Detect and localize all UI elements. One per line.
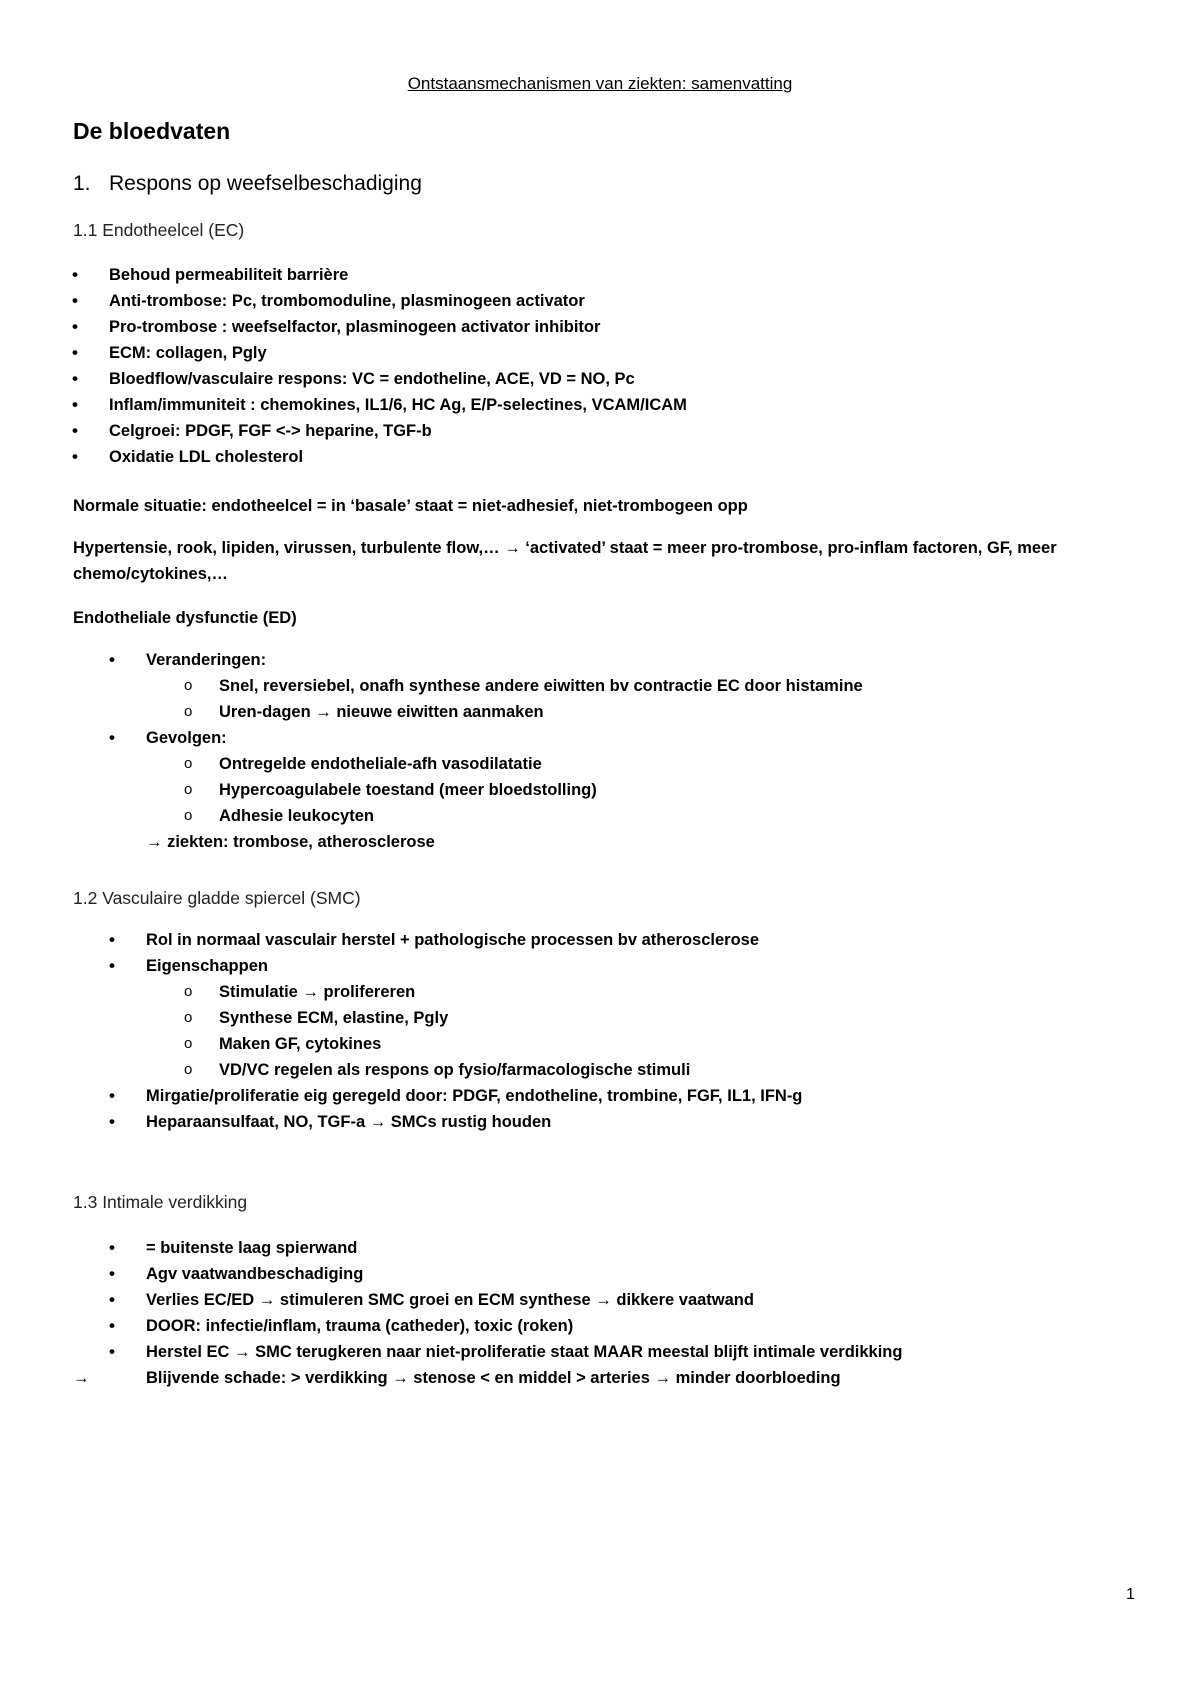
- smc-list: [0, 927, 802, 1135]
- ed-heading: Endotheliale dysfunctie (ED): [73, 609, 297, 627]
- list-item: • ECM: collagen, Pgly: [0, 340, 687, 366]
- endothelial-functions-list: [0, 262, 687, 470]
- list-item: • Oxidatie LDL cholesterol: [0, 444, 687, 470]
- hypertension-paragraph: Hypertensie, rook, lipiden, virussen, turbulente flow,… → ‘activated’ staat = meer pro-trombose, pro-inflam factoren, GF, meer chemo/cytokines,…: [73, 539, 1057, 583]
- sub-list-item: o Uren-dagen → nieuwe eiwitten aanmaken: [0, 699, 863, 725]
- list-item-effects: • Gevolgen:: [0, 725, 863, 751]
- list-item: • Anti-trombose: Pc, trombomoduline, plasminogeen activator: [0, 288, 687, 314]
- sub-list-item: o VD/VC regelen als respons op fysio/farmacologische stimuli: [0, 1057, 802, 1083]
- list-item: • Rol in normaal vasculair herstel + pathologische processen bv atherosclerose: [0, 927, 802, 953]
- list-item: • Behoud permeabiliteit barrière: [0, 262, 687, 288]
- section-heading: De bloedvaten: [73, 118, 231, 144]
- subsection-heading-1-2: 1.2 Vasculaire gladde spiercel (SMC): [73, 888, 361, 908]
- sub-list-item: o Adhesie leukocyten: [0, 803, 863, 829]
- list-item: • DOOR: infectie/inflam, trauma (catheder), toxic (roken): [0, 1313, 902, 1339]
- subsection-heading-1-1: 1.1 Endotheelcel (EC): [73, 220, 245, 240]
- list-item: • Eigenschappen: [0, 953, 802, 979]
- list-item: • Inflam/immuniteit : chemokines, IL1/6, HC Ag, E/P-selectines, VCAM/ICAM: [0, 392, 687, 418]
- sub-list-item: o Ontregelde endotheliale-afh vasodilatatie: [0, 751, 863, 777]
- list-item: • Pro-trombose : weefselfactor, plasminogeen activator inhibitor: [0, 314, 687, 340]
- permanent-damage-line: [0, 1365, 902, 1391]
- chapter-number: 1.: [73, 172, 91, 195]
- chapter-title: Respons op weefselbeschadiging: [109, 172, 422, 195]
- subsection-heading-1-3: 1.3 Intimale verdikking: [73, 1192, 248, 1212]
- list-item-changes: • Veranderingen:: [0, 647, 863, 673]
- list-item: • Herstel EC → SMC terugkeren naar niet-proliferatie staat MAAR meestal blijft intimale verdikking: [0, 1339, 902, 1365]
- page-number: 1: [1126, 1586, 1135, 1603]
- sub-list-item: o Stimulatie → prolifereren: [0, 979, 802, 1005]
- sub-list-item: o Maken GF, cytokines: [0, 1031, 802, 1057]
- list-item: • Verlies EC/ED → stimuleren SMC groei en ECM synthese → dikkere vaatwand: [0, 1287, 902, 1313]
- list-item: • Bloedflow/vasculaire respons: VC = endotheline, ACE, VD = NO, Pc: [0, 366, 687, 392]
- sub-list-item: o Hypercoagulabele toestand (meer bloedstolling): [0, 777, 863, 803]
- sub-list-item: o Synthese ECM, elastine, Pgly: [0, 1005, 802, 1031]
- list-item: • Celgroei: PDGF, FGF <-> heparine, TGF-b: [0, 418, 687, 444]
- arrow-icon: →: [73, 1369, 90, 1387]
- intimal-thickening-list: [0, 1235, 902, 1391]
- chapter-heading: [73, 172, 422, 196]
- list-item: • Mirgatie/proliferatie eig geregeld door: PDGF, endotheline, trombine, FGF, IL1, IFN-g: [0, 1083, 802, 1109]
- list-item: • Agv vaatwandbeschadiging: [0, 1261, 902, 1287]
- permanent-damage-text: Blijvende schade: > verdikking → stenose < en middel > arteries → minder doorbloeding: [146, 1369, 841, 1387]
- list-item: • Heparaansulfaat, NO, TGF-a → SMCs rustig houden: [0, 1109, 802, 1135]
- document-title: Ontstaansmechanismen van ziekten: samenvatting: [407, 74, 793, 93]
- ed-list: [0, 647, 863, 855]
- list-item: • = buitenste laag spierwand: [0, 1235, 902, 1261]
- sub-list-item: o Snel, reversiebel, onafh synthese andere eiwitten bv contractie EC door histamine: [0, 673, 863, 699]
- normal-situation-paragraph: Normale situatie: endotheelcel = in ‘basale’ staat = niet-adhesief, niet-trombogeen opp: [73, 497, 748, 515]
- diseases-line: → ziekten: trombose, atherosclerose: [146, 833, 435, 851]
